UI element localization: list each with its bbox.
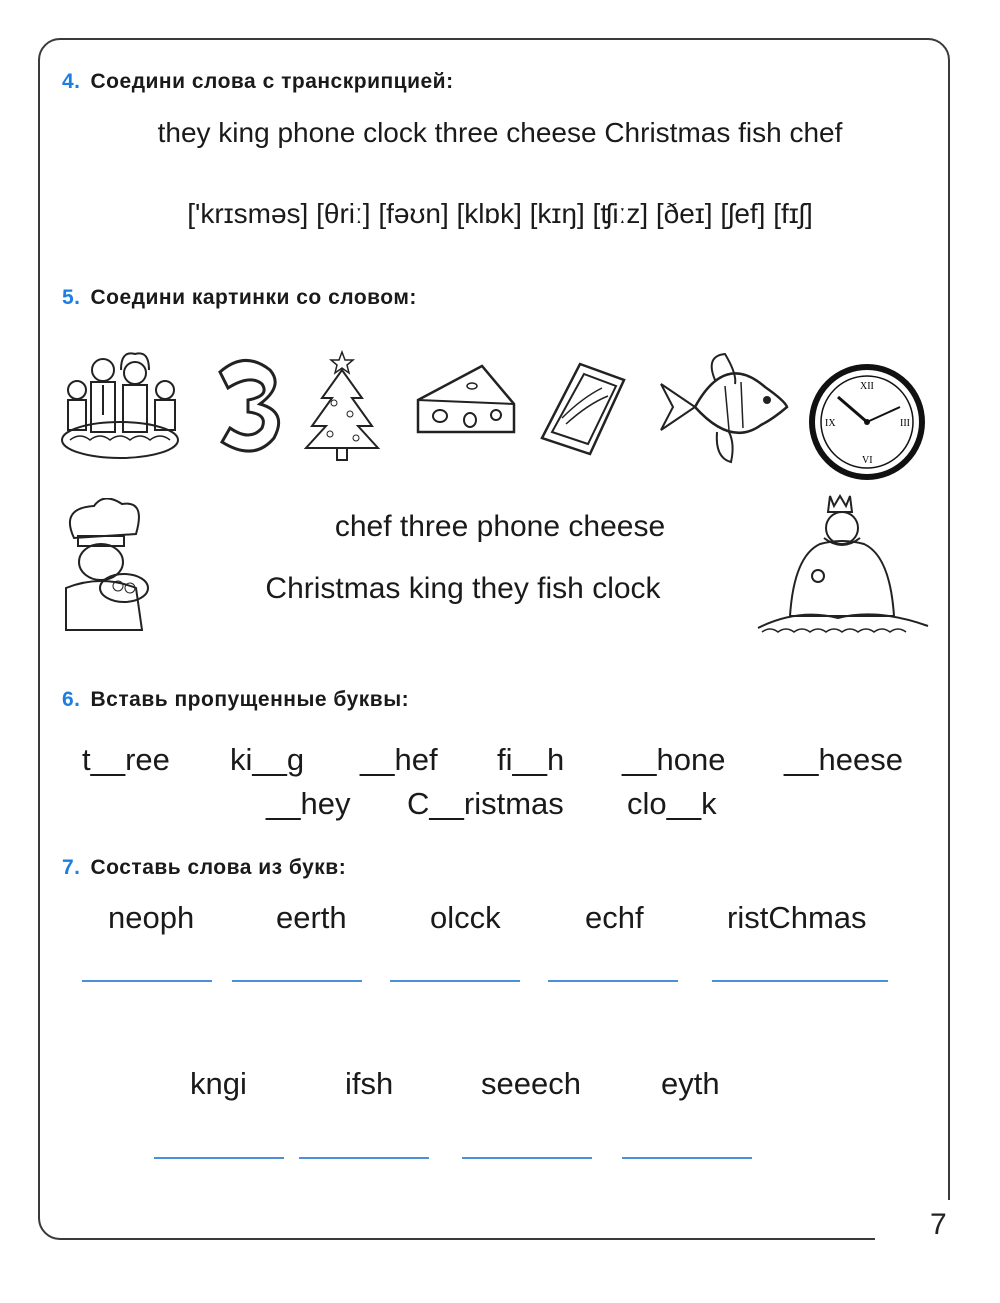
- answer-line[interactable]: [154, 1157, 284, 1159]
- task4-title: [62, 70, 454, 94]
- task6-word: __heese: [784, 742, 903, 777]
- task6-title: [62, 688, 409, 712]
- task6-number: 6.: [62, 688, 81, 711]
- task7-scrambled-word: kngi: [190, 1066, 247, 1101]
- task6-word: t__ree: [82, 742, 170, 777]
- answer-line[interactable]: [232, 980, 362, 982]
- task5-words-line1: chef three phone cheese: [334, 510, 666, 543]
- task5-title-text: Соедини картинки со словом:: [90, 286, 417, 309]
- christmas-tree-icon: [302, 348, 382, 463]
- task7-scrambled-word: ifsh: [345, 1066, 394, 1101]
- task4-title-text: Соедини слова с транскрипцией:: [90, 70, 454, 93]
- answer-line[interactable]: [462, 1157, 592, 1159]
- task7-number: 7.: [62, 856, 81, 879]
- task7-scrambled-word: echf: [585, 900, 644, 935]
- answer-line[interactable]: [622, 1157, 752, 1159]
- task6-word: __hef: [360, 742, 438, 777]
- task7-scrambled-word: olcck: [430, 900, 501, 935]
- task5-title: [62, 286, 417, 310]
- phone-icon: [532, 358, 632, 458]
- task6-word: __hone: [622, 742, 726, 777]
- fish-icon: [655, 352, 790, 467]
- task7-scrambled-word: eerth: [276, 900, 347, 935]
- task5-words-line2: Christmas king they fish clock: [265, 572, 661, 605]
- task6-title-text: Вставь пропущенные буквы:: [90, 688, 410, 711]
- svg-text:III: III: [900, 418, 910, 429]
- task5-number: 5.: [62, 286, 81, 309]
- task7-scrambled-word: eyth: [661, 1066, 720, 1101]
- task6-word: __hey: [266, 786, 351, 821]
- task7-scrambled-word: ristChmas: [727, 900, 867, 935]
- task4-words: they king phone clock three cheese Christmas fish chef: [157, 117, 843, 148]
- task6-word: ki__g: [230, 742, 305, 777]
- three-icon: [208, 350, 288, 455]
- answer-line[interactable]: [390, 980, 520, 982]
- task7-title-text: Составь слова из букв:: [90, 856, 347, 879]
- answer-line[interactable]: [82, 980, 212, 982]
- clock-icon: [808, 363, 926, 481]
- king-icon: [752, 488, 932, 638]
- page-number-divider: [948, 1150, 950, 1200]
- task7-scrambled-word: neoph: [108, 900, 195, 935]
- task6-word: clo__k: [627, 786, 717, 821]
- family-icon: [55, 345, 185, 465]
- page-number: 7: [930, 1208, 947, 1241]
- answer-line[interactable]: [548, 980, 678, 982]
- task7-title: [62, 856, 346, 880]
- svg-text:XII: XII: [860, 381, 874, 392]
- svg-text:VI: VI: [862, 455, 873, 466]
- svg-text:IX: IX: [825, 418, 836, 429]
- task6-word: fi__h: [497, 742, 565, 777]
- task7-scrambled-word: seeech: [481, 1066, 581, 1101]
- task6-word: C__ristmas: [407, 786, 564, 821]
- task4-number: 4.: [62, 70, 81, 93]
- task4-transcriptions: ['krɪsməs] [θriː] [fəʊn] [klɒk] [kɪŋ] [ʧiːz] [ðeɪ] [ʃef] [fɪʃ]: [187, 198, 813, 229]
- answer-line[interactable]: [712, 980, 888, 982]
- cheese-icon: [410, 360, 520, 440]
- answer-line[interactable]: [299, 1157, 429, 1159]
